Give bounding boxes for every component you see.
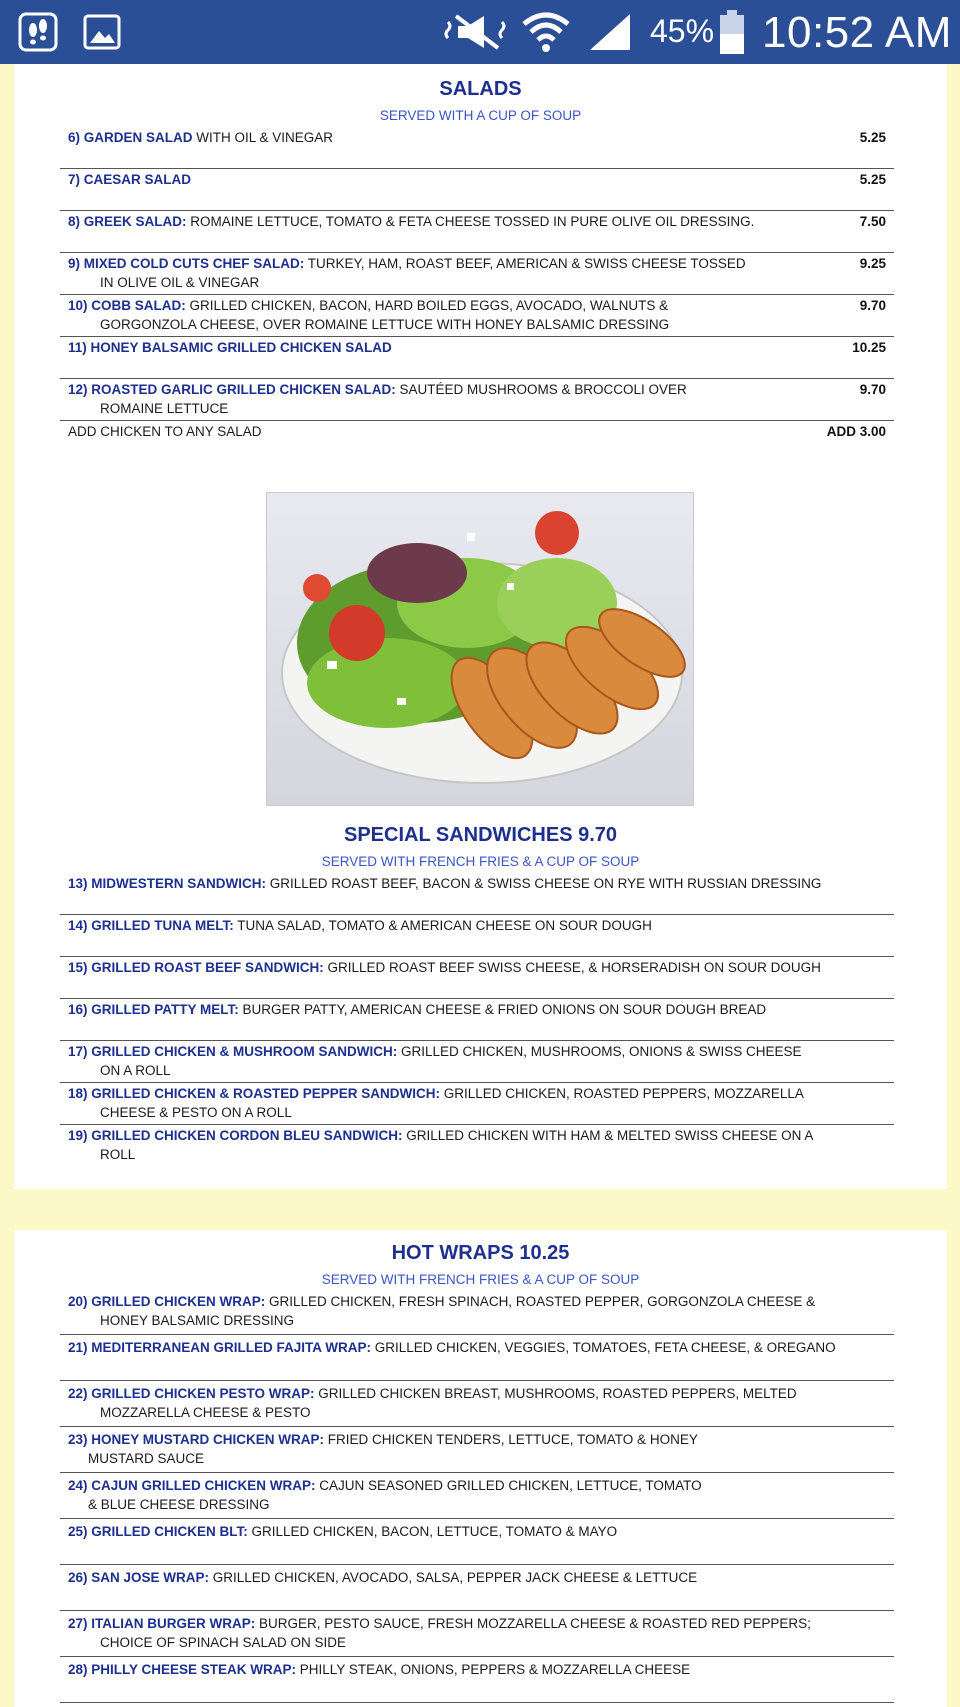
battery-percent: 45% [650, 13, 715, 49]
item-name: 22) GRILLED CHICKEN PESTO WRAP: [68, 1386, 315, 1401]
item-name: 26) SAN JOSE WRAP: [68, 1570, 210, 1585]
item-name: 10) COBB SALAD: [68, 298, 186, 313]
salad-photo [266, 492, 694, 806]
item-price: 5.25 [859, 172, 886, 187]
item-price: 9.70 [859, 382, 886, 397]
item-desc-cont: HONEY BALSAMIC DRESSING [100, 1313, 295, 1328]
addon-price: ADD 3.00 [826, 424, 886, 439]
item-price: 9.70 [859, 298, 886, 313]
item-desc: GRILLED CHICKEN, MUSHROOMS, ONIONS & SWISS CHEESE [397, 1044, 802, 1059]
item-desc: BURGER, PESTO SAUCE, FRESH MOZZARELLA CHEESE & ROASTED RED PEPPERS; [255, 1616, 811, 1631]
item-name: 25) GRILLED CHICKEN BLT: [68, 1524, 248, 1539]
menu-item-20 [60, 1292, 894, 1335]
item-name: 27) ITALIAN BURGER WRAP: [68, 1616, 256, 1631]
item-name: 13) MIDWESTERN SANDWICH: [68, 876, 266, 891]
item-desc: FRIED CHICKEN TENDERS, LETTUCE, TOMATO & HONEY [324, 1432, 698, 1447]
item-name: 6) GARDEN SALAD [68, 130, 193, 145]
item-desc-cont: ON A ROLL [100, 1063, 171, 1078]
gallery-icon [82, 12, 122, 52]
item-desc: ROMAINE LETTUCE, TOMATO & FETA CHEESE TOSSED IN PURE OLIVE OIL DRESSING. [186, 214, 755, 229]
menu-item-25 [60, 1522, 894, 1565]
menu-item-7 [60, 170, 894, 211]
item-name: 7) CAESAR SALAD [68, 172, 192, 187]
mute-icon [444, 12, 508, 52]
menu-item-11 [60, 338, 894, 379]
item-name: 12) ROASTED GARLIC GRILLED CHICKEN SALAD: [68, 382, 396, 397]
item-desc-cont: & BLUE CHEESE DRESSING [88, 1497, 270, 1512]
clock: 10:52 AM [762, 8, 952, 57]
menu-item-12 [60, 380, 894, 421]
item-desc: CAJUN SEASONED GRILLED CHICKEN, LETTUCE, TOMATO [315, 1478, 702, 1493]
menu-item-18 [60, 1084, 894, 1125]
menu-item-9 [60, 254, 894, 295]
wraps-subtitle: SERVED WITH FRENCH FRIES & A CUP OF SOUP [321, 1272, 640, 1287]
item-desc: GRILLED CHICKEN, AVOCADO, SALSA, PEPPER JACK CHEESE & LETTUCE [209, 1570, 698, 1585]
menu-item-6 [60, 128, 894, 169]
menu-item-14 [60, 916, 894, 957]
item-name: 19) GRILLED CHICKEN CORDON BLEU SANDWICH: [68, 1128, 403, 1143]
item-desc-cont: ROMAINE LETTUCE [100, 401, 229, 416]
battery-icon [720, 10, 744, 54]
sandwiches-subtitle: SERVED WITH FRENCH FRIES & A CUP OF SOUP [321, 854, 640, 869]
item-desc: GRILLED CHICKEN WITH HAM & MELTED SWISS CHEESE ON A [402, 1128, 814, 1143]
item-desc-cont: MUSTARD SAUCE [88, 1451, 205, 1466]
menu-item-23 [60, 1430, 894, 1473]
item-desc-cont: IN OLIVE OIL & VINEGAR [100, 275, 260, 290]
menu-item-28 [60, 1660, 894, 1703]
item-desc-cont: MOZZARELLA CHEESE & PESTO [100, 1405, 311, 1420]
item-name: 17) GRILLED CHICKEN & MUSHROOM SANDWICH: [68, 1044, 398, 1059]
item-name: 23) HONEY MUSTARD CHICKEN WRAP: [68, 1432, 325, 1447]
item-price: 10.25 [852, 340, 886, 355]
item-desc: GRILLED CHICKEN, ROASTED PEPPERS, MOZZARELLA [440, 1086, 804, 1101]
item-desc: GRILLED CHICKEN, VEGGIES, TOMATOES, FETA CHEESE, & OREGANO [371, 1340, 836, 1355]
menu-item-17 [60, 1042, 894, 1083]
item-desc: SAUTÉED MUSHROOMS & BROCCOLI OVER [395, 382, 687, 397]
salads-subtitle: SERVED WITH A CUP OF SOUP [379, 108, 582, 123]
item-price: 7.50 [859, 214, 886, 229]
menu-item-26 [60, 1568, 894, 1611]
item-desc: BURGER PATTY, AMERICAN CHEESE & FRIED ONIONS ON SOUR DOUGH BREAD [238, 1002, 767, 1017]
menu-item-15 [60, 958, 894, 999]
menu-item-10 [60, 296, 894, 337]
menu-item-13 [60, 874, 894, 915]
item-name: 16) GRILLED PATTY MELT: [68, 1002, 239, 1017]
item-name: 20) GRILLED CHICKEN WRAP: [68, 1294, 266, 1309]
item-name: 8) GREEK SALAD: [68, 214, 187, 229]
menu-item-24 [60, 1476, 894, 1519]
item-name: 11) HONEY BALSAMIC GRILLED CHICKEN SALAD [68, 340, 392, 355]
pedometer-icon [18, 12, 58, 52]
status-bar [0, 0, 960, 64]
item-desc: GRILLED CHICKEN, BACON, HARD BOILED EGGS, AVOCADO, WALNUTS & [185, 298, 669, 313]
item-name: 18) GRILLED CHICKEN & ROASTED PEPPER SANDWICH: [68, 1086, 441, 1101]
item-desc: WITH OIL & VINEGAR [192, 130, 334, 145]
item-desc: GRILLED ROAST BEEF SWISS CHEESE, & HORSERADISH ON SOUR DOUGH [323, 960, 821, 975]
item-price: 9.25 [859, 256, 886, 271]
item-desc: GRILLED ROAST BEEF, BACON & SWISS CHEESE ON RYE WITH RUSSIAN DRESSING [266, 876, 822, 891]
sandwiches-title: SPECIAL SANDWICHES 9.70 [343, 824, 618, 846]
item-desc: PHILLY STEAK, ONIONS, PEPPERS & MOZZARELLA CHEESE [296, 1662, 691, 1677]
item-desc: GRILLED CHICKEN, FRESH SPINACH, ROASTED PEPPER, GORGONZOLA CHEESE & [265, 1294, 816, 1309]
menu-item-19 [60, 1126, 894, 1166]
item-name: 24) CAJUN GRILLED CHICKEN WRAP: [68, 1478, 316, 1493]
item-desc: TUNA SALAD, TOMATO & AMERICAN CHEESE ON SOUR DOUGH [233, 918, 652, 933]
addon-label: ADD CHICKEN TO ANY SALAD [68, 424, 262, 439]
item-desc-cont: ROLL [100, 1147, 136, 1162]
wifi-icon [520, 10, 572, 54]
menu-card-salads-sandwiches [14, 64, 947, 1189]
menu-item-16 [60, 1000, 894, 1041]
item-desc-cont: GORGONZOLA CHEESE, OVER ROMAINE LETTUCE WITH HONEY BALSAMIC DRESSING [100, 317, 670, 332]
signal-icon [588, 12, 632, 52]
menu-item-22 [60, 1384, 894, 1427]
item-name: 15) GRILLED ROAST BEEF SANDWICH: [68, 960, 324, 975]
salad-addon-row [60, 422, 894, 448]
menu-item-27 [60, 1614, 894, 1657]
item-desc: GRILLED CHICKEN, BACON, LETTUCE, TOMATO & MAYO [247, 1524, 618, 1539]
item-name: 9) MIXED COLD CUTS CHEF SALAD: [68, 256, 305, 271]
item-name: 21) MEDITERRANEAN GRILLED FAJITA WRAP: [68, 1340, 372, 1355]
item-name: 14) GRILLED TUNA MELT: [68, 918, 234, 933]
item-price: 5.25 [859, 130, 886, 145]
item-desc-cont: CHOICE OF SPINACH SALAD ON SIDE [100, 1635, 347, 1650]
item-name: 28) PHILLY CHEESE STEAK WRAP: [68, 1662, 297, 1677]
item-desc: GRILLED CHICKEN BREAST, MUSHROOMS, ROASTED PEPPERS, MELTED [314, 1386, 797, 1401]
menu-item-8 [60, 212, 894, 253]
item-desc: TURKEY, HAM, ROAST BEEF, AMERICAN & SWISS CHEESE TOSSED [304, 256, 746, 271]
item-desc-cont: CHEESE & PESTO ON A ROLL [100, 1105, 292, 1120]
wraps-title: HOT WRAPS 10.25 [391, 1242, 570, 1264]
menu-item-21 [60, 1338, 894, 1381]
salads-title: SALADS [439, 78, 522, 100]
menu-card-wraps [14, 1230, 947, 1707]
